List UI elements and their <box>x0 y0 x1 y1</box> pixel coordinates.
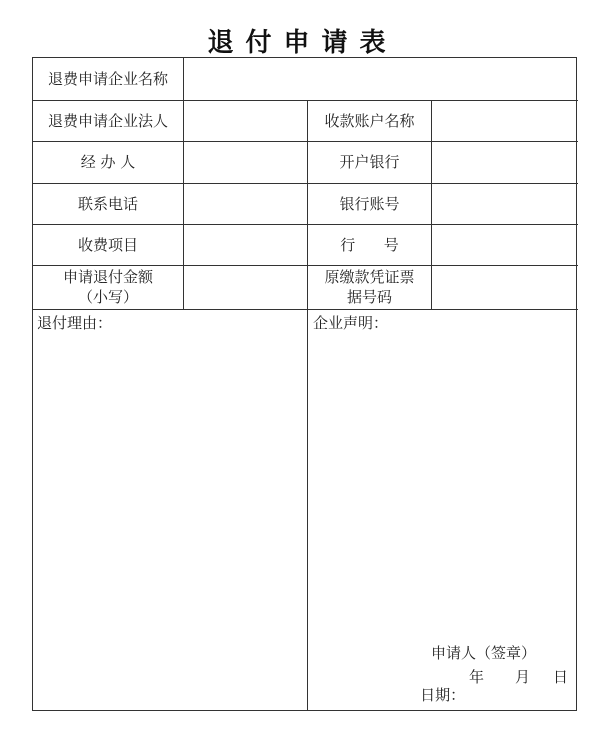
month-label: 月 <box>515 668 531 686</box>
refund-reason-field[interactable] <box>33 334 307 710</box>
label-bank-account-number: 银行账号 <box>339 194 400 213</box>
date-row <box>401 666 465 723</box>
day-label: 日 <box>553 668 569 686</box>
label-original-receipt-line1: 原缴款凭证票 <box>324 268 415 286</box>
payee-account-name-field[interactable] <box>432 100 577 141</box>
label-refund-amount-line1: 申请退付金额 <box>62 268 153 286</box>
label-payee-account-name: 收款账户名称 <box>324 111 415 130</box>
label-refund-amount-line2: （小写） <box>77 288 138 306</box>
handler-field[interactable] <box>184 141 307 183</box>
bank-account-number-field[interactable] <box>432 183 577 224</box>
bank-field[interactable] <box>432 141 577 183</box>
row-divider <box>33 309 578 310</box>
label-bank: 开户银行 <box>339 153 400 171</box>
refund-amount-field[interactable] <box>184 265 307 309</box>
company-statement-label: 企业声明： <box>313 314 389 332</box>
label-original-receipt-line2: 据号码 <box>346 288 392 306</box>
form-title: 退付申请表 <box>207 28 398 58</box>
label-phone: 联系电话 <box>77 194 138 213</box>
label-company-name: 退费申请企业名称 <box>47 70 168 88</box>
legal-representative-field[interactable] <box>184 100 307 141</box>
applicant-signature-label: 申请人（签章） <box>431 644 537 662</box>
phone-field[interactable] <box>184 183 307 224</box>
label-original-receipt-number <box>308 265 431 309</box>
company-statement-field[interactable] <box>308 334 577 634</box>
label-bank-code: 行 号 <box>340 235 399 254</box>
date-label: 日期： <box>420 686 466 704</box>
refund-reason-label: 退付理由： <box>37 314 113 332</box>
year-label: 年 <box>469 668 485 686</box>
refund-application-form <box>32 57 577 711</box>
label-legal-representative: 退费申请企业法人 <box>47 111 168 130</box>
bank-code-field[interactable] <box>432 224 577 265</box>
label-fee-item: 收费项目 <box>77 235 138 254</box>
fee-item-field[interactable] <box>184 224 307 265</box>
applicant-signature-field[interactable] <box>431 638 551 664</box>
original-receipt-number-field[interactable] <box>432 265 577 309</box>
label-refund-amount <box>33 265 183 309</box>
company-name-field[interactable] <box>184 58 577 100</box>
label-handler: 经 办 人 <box>80 153 136 171</box>
